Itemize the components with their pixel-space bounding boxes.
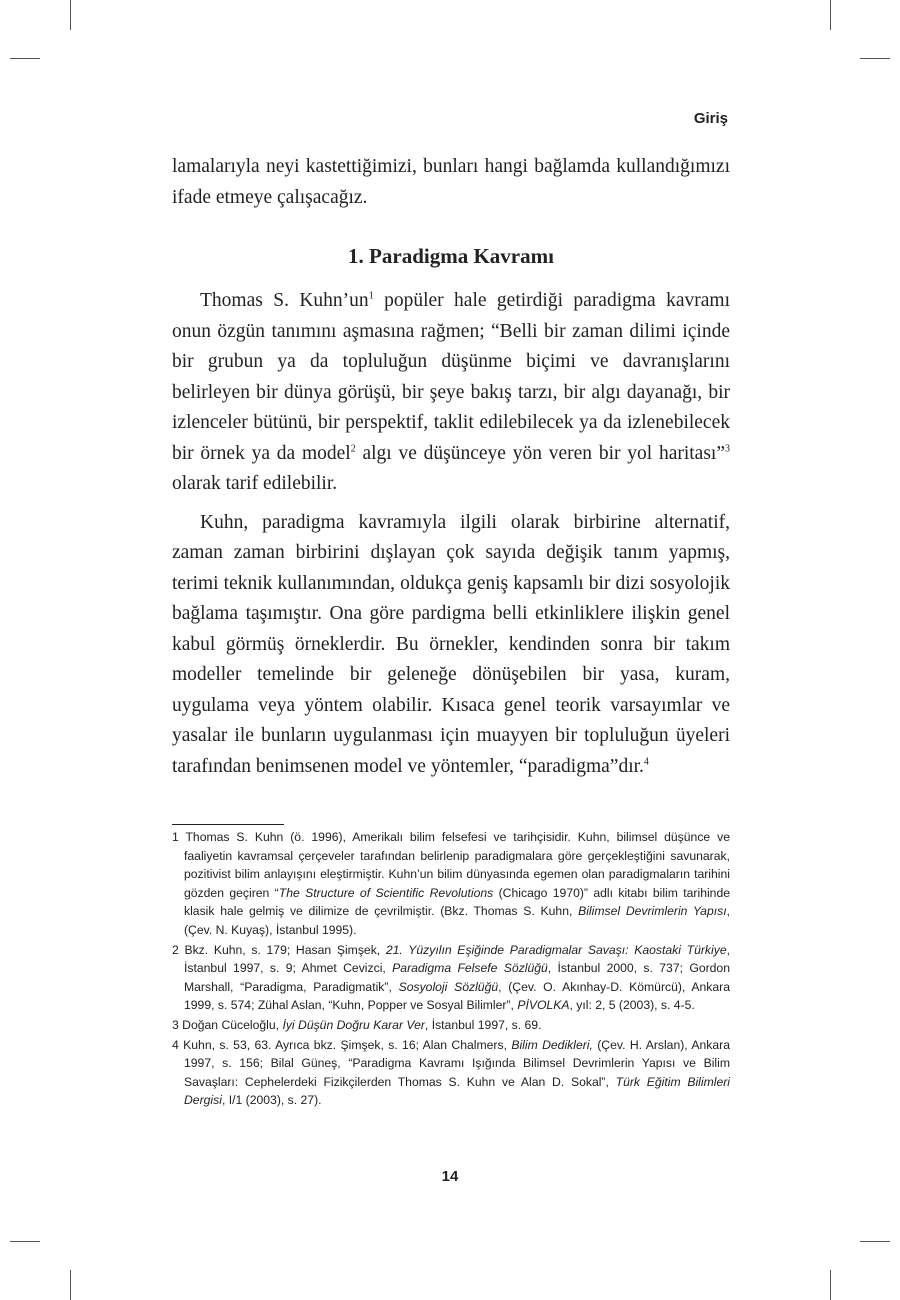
footnote-ref-4: 4 <box>643 756 649 767</box>
footnote-3: 3 Doğan Cüceloğlu, İyi Düşün Doğru Karar Ver, İstanbul 1997, s. 69. <box>172 1017 542 1032</box>
page-number: 14 <box>441 1168 459 1185</box>
footnote-separator <box>172 824 284 825</box>
intro-text: lamalarıyla neyi kastettiğimizi, bunları hangi bağlamda kullandığımızı ifade etmeye çalışacağız. <box>172 156 730 208</box>
crop-mark <box>10 58 40 59</box>
running-header: Giriş <box>693 110 728 127</box>
intro-paragraph <box>172 152 730 213</box>
crop-mark <box>70 1270 71 1300</box>
footnote-2: 2 Bkz. Kuhn, s. 179; Hasan Şimşek, 21. Yüzyılın Eşiğinde Paradigmalar Savaşı: Kaostaki Türkiye, İstanbul 1997, s. 9; Ahmet Cevizci, Paradigma Felsefe Sözlüğü, İstanbul 2000, s. 737; Gordon Marshall, “Paradigma, Paradigmatik”, Sosyoloji Sözlüğü, (Çev. O. Akınhay-D. Kömürcü), Ankara 1999, s. 574; Zühal Aslan, “Kuhn, Popper ve Sosyal Bilimler”, PİVOLKA, yıl: 2, 5 (2003), s. 4-5. <box>172 942 731 1013</box>
body-text <box>172 286 730 782</box>
crop-mark <box>830 1270 831 1300</box>
crop-mark <box>70 0 71 30</box>
paragraph-1: Thomas S. $Kuhn’un^1$ popüler hale getirdiği paradigma kavramı onun özgün tanımını aşmasına rağmen; “Belli bir zaman dilimi içinde bir grubun ya da topluluğun düşünme biçimi ve davranışlarını belirleyen bir dünya görüşü, bir şeye bakış tarzı, bir algı dayanağı, bir izlenceler bütünü, bir perspektif, taklit edilebilecek ya da izlenebilecek bir örnek ya da model$^2$ algı ve düşünceye yön veren bir yol haritası”$^3$ olarak tarif edilebilir. <box>172 290 730 494</box>
footnote-4: 4 Kuhn, s. 53, 63. Ayrıca bkz. Şimşek, s. 16; Alan Chalmers, Bilim Dedikleri, (Çev. H. Arslan), Ankara 1997, s. 156; Bilal Güneş, “Paradigma Kavramı Işığında Bilimsel Devrimlerin Yapısı ve Bilim Savaşları: Cephelerdeki Fizikçilerden Thomas S. Kuhn ve Alan D. Sokal”, Türk Eğitim Bilimleri Dergisi, I/1 (2003), s. 27). <box>172 1037 730 1108</box>
crop-mark <box>860 1241 890 1242</box>
footnote-ref-1: 1 <box>368 290 374 302</box>
footnote-ref-2: 2 <box>350 443 356 454</box>
paragraph-2: Kuhn, paradigma kavramıyla ilgili olarak birbirine alternatif, zaman zaman birbirini dışlayan çok sayıda değişik tanım yapmış, terimi teknik kullanımından, oldukça geniş kapsamlı bir dizi sosyolojik bağlama taşımıştır. Ona göre pardigma belli etkinliklere ilişkin genel kabul görmüş örneklerdir. Bu örnekler, kendinden sonra bir takım modeller temelinde bir geleneğe dönüşebilen bir yasa, kuram, uygulama veya yöntem olabilir. Kısaca genel teorik varsayımlar ve yasalar ile bunların uygulanması için muayyen bir topluluğun üyeleri tarafından benimsenen model ve yöntemler, “paradigma”dır.$^4$ <box>172 511 730 777</box>
footnote-ref-3: 3 <box>725 443 730 454</box>
crop-mark <box>830 0 831 30</box>
footnote-1: 1 Thomas S. Kuhn (ö. 1996), Amerikalı bilim felsefesi ve tarihçisidir. Kuhn, bilimsel düşünce ve faaliyetin kavramsal çerçeveler tarafından belirlenip paradigmalara göre gerçekleştiğini savunarak, pozitivist bilim anlayışını eleştirmiştir. Kuhn’un bilim dünyasında egemen olan paradigmaların tarihini gözden geçiren “The Structure of Scientific Revolutions (Chicago 1970)” adlı kitabı bilim tarihinde klasik hale gelmiş ve dilimize de çevrilmiştir. (Bkz. Thomas S. Kuhn, Bilimsel Devrimlerin Yapısı, (Çev. N. Kuyaş), İstanbul 1995). <box>172 830 731 937</box>
section-heading: 1. Paradigma Kavramı <box>348 244 554 268</box>
footnotes <box>172 828 730 1111</box>
crop-mark <box>10 1241 40 1242</box>
crop-mark <box>860 58 890 59</box>
